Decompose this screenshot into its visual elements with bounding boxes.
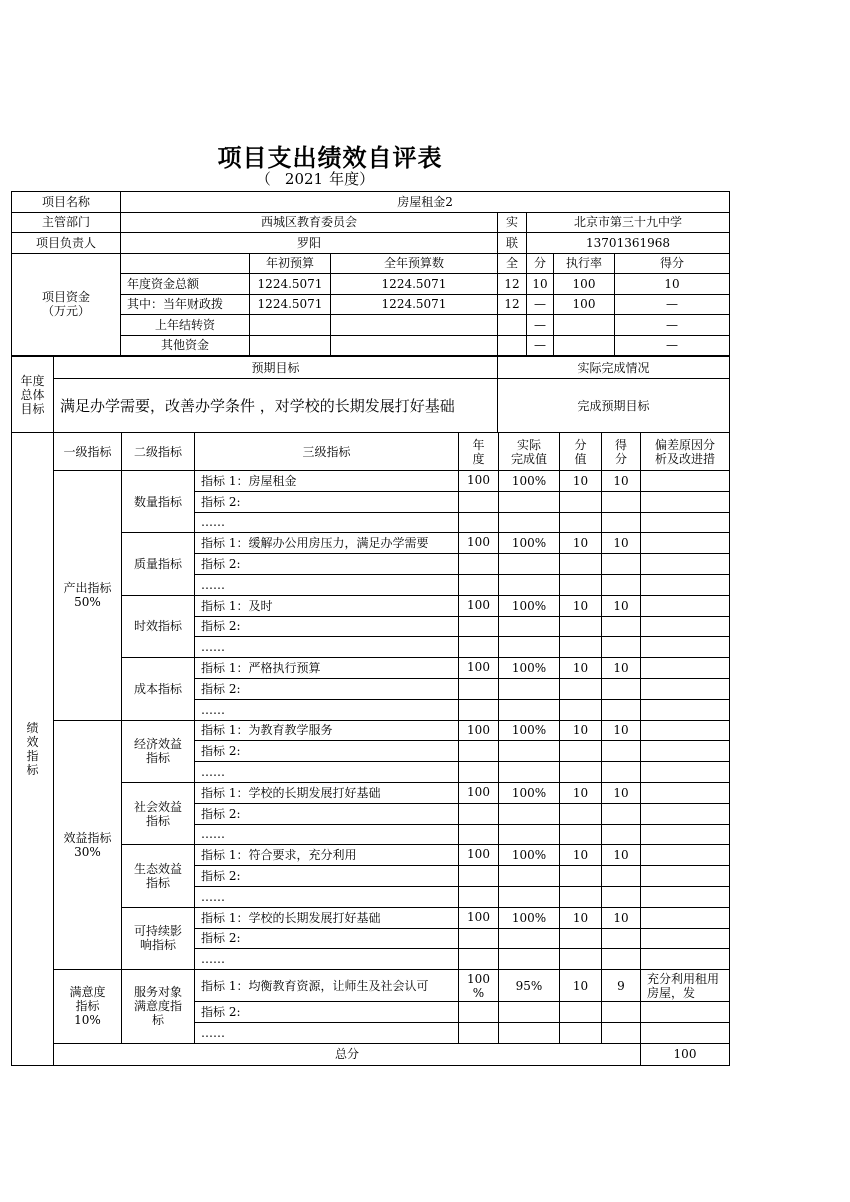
indicator-2-text: 指标 2: bbox=[195, 1002, 459, 1023]
reason-value: 充分利用租用房屋，发 bbox=[641, 970, 730, 1002]
indicator-2-text: 指标 2: bbox=[195, 678, 459, 699]
col-all: 全 bbox=[498, 253, 527, 274]
funds-label: 项目资金 （万元） bbox=[12, 253, 121, 356]
annual-value: 100 % bbox=[459, 970, 499, 1002]
score-value: 10 bbox=[602, 907, 641, 928]
indicator-2-text: 指标 2: bbox=[195, 616, 459, 637]
score-value: 10 bbox=[602, 471, 641, 492]
annual-value: 100 bbox=[459, 533, 499, 554]
weight-value: 10 bbox=[560, 595, 602, 616]
indicators-table bbox=[11, 432, 730, 1066]
reason-value bbox=[641, 595, 730, 616]
indicator-1-text: 指标 1：均衡教育资源，让师生及社会认可 bbox=[195, 970, 459, 1002]
funds-score: — bbox=[615, 335, 730, 356]
actual-value: 100% bbox=[499, 907, 560, 928]
indicator-2-text: 指标 2: bbox=[195, 491, 459, 512]
dept-label: 主管部门 bbox=[12, 212, 121, 233]
actual-result-text: 完成预期目标 bbox=[498, 379, 730, 433]
reason-value bbox=[641, 720, 730, 741]
page-title: 项目支出绩效自评表 bbox=[217, 143, 443, 172]
indicator-ellipsis: …… bbox=[195, 1022, 459, 1043]
funds-header-row bbox=[12, 253, 730, 274]
funds-all bbox=[498, 335, 527, 356]
funds-weight: — bbox=[527, 335, 554, 356]
actual-value: 100% bbox=[499, 782, 560, 803]
actual-result-header: 实际完成情况 bbox=[498, 357, 730, 379]
weight-value: 10 bbox=[560, 782, 602, 803]
lead-label: 项目负责人 bbox=[12, 233, 121, 254]
reason-value bbox=[641, 471, 730, 492]
reason-value bbox=[641, 658, 730, 679]
indicator-2-text: 指标 2: bbox=[195, 803, 459, 824]
score-value: 10 bbox=[602, 658, 641, 679]
indicator-ellipsis: …… bbox=[195, 886, 459, 907]
funds-rate: 100 bbox=[554, 294, 615, 315]
indicator-ellipsis: …… bbox=[195, 699, 459, 720]
level2-social: 社会效益 指标 bbox=[122, 782, 195, 844]
score-value: 10 bbox=[602, 595, 641, 616]
year-value: 2021 bbox=[284, 170, 324, 188]
funds-rate: 100 bbox=[554, 274, 615, 295]
year-subtitle: （ 2021 年度） bbox=[255, 170, 375, 188]
funds-full: 1224.5071 bbox=[331, 294, 498, 315]
indicator-2-text: 指标 2: bbox=[195, 866, 459, 887]
actual-value: 100% bbox=[499, 595, 560, 616]
indicator-row bbox=[12, 970, 730, 1002]
weight-value: 10 bbox=[560, 658, 602, 679]
col-exec-rate: 执行率 bbox=[554, 253, 615, 274]
reason-header: 偏差原因分 析及改进措 bbox=[641, 433, 730, 471]
level2-sustainable: 可持续影 响指标 bbox=[122, 907, 195, 969]
weight-value: 10 bbox=[560, 845, 602, 866]
funds-rate bbox=[554, 335, 615, 356]
dept-row bbox=[12, 212, 730, 233]
actual-header: 实际 完成值 bbox=[499, 433, 560, 471]
score-value: 10 bbox=[602, 720, 641, 741]
dept-value: 西城区教育委员会 bbox=[121, 212, 498, 233]
funds-all: 12 bbox=[498, 274, 527, 295]
reason-value bbox=[641, 782, 730, 803]
funds-initial bbox=[250, 335, 331, 356]
funds-score: — bbox=[615, 294, 730, 315]
score-value: 10 bbox=[602, 533, 641, 554]
funds-full bbox=[331, 315, 498, 336]
level2-quality: 质量指标 bbox=[122, 533, 195, 595]
level2-timeliness: 时效指标 bbox=[122, 595, 195, 657]
project-name-value: 房屋租金2 bbox=[121, 192, 730, 213]
annual-value: 100 bbox=[459, 845, 499, 866]
level2-quantity: 数量指标 bbox=[122, 471, 195, 533]
level1-benefit: 效益指标 30% bbox=[54, 720, 122, 970]
funds-weight: — bbox=[527, 315, 554, 336]
perf-side-label: 绩 效 指 标 bbox=[12, 433, 54, 1066]
total-row bbox=[12, 1043, 730, 1065]
indicator-ellipsis: …… bbox=[195, 824, 459, 845]
level2-ecological: 生态效益 指标 bbox=[122, 845, 195, 907]
project-name-row bbox=[12, 192, 730, 213]
actual-value: 95% bbox=[499, 970, 560, 1002]
indicator-ellipsis: …… bbox=[195, 949, 459, 970]
contact-value: 13701361968 bbox=[527, 233, 730, 254]
level1-output: 产出指标 50% bbox=[54, 471, 122, 721]
weight-value: 10 bbox=[560, 907, 602, 928]
funds-all bbox=[498, 315, 527, 336]
weight-value: 10 bbox=[560, 720, 602, 741]
level2-economic: 经济效益 指标 bbox=[122, 720, 195, 782]
lead-row bbox=[12, 233, 730, 254]
funds-row-label: 上年结转资 bbox=[121, 315, 250, 336]
funds-score: 10 bbox=[615, 274, 730, 295]
funds-header-blank bbox=[121, 253, 250, 274]
indicator-2-text: 指标 2: bbox=[195, 741, 459, 762]
lead-value: 罗阳 bbox=[121, 233, 498, 254]
impl-label: 实 bbox=[498, 212, 527, 233]
level2-service-satisfaction: 服务对象 满意度指 标 bbox=[122, 970, 195, 1044]
funds-weight: — bbox=[527, 294, 554, 315]
actual-value: 100% bbox=[499, 533, 560, 554]
indicator-1-text: 指标 1：符合要求，充分利用 bbox=[195, 845, 459, 866]
funds-row-label: 其他资金 bbox=[121, 335, 250, 356]
actual-value: 100% bbox=[499, 471, 560, 492]
funds-initial: 1224.5071 bbox=[250, 294, 331, 315]
level1-header: 一级指标 bbox=[54, 433, 122, 471]
indicator-1-text: 指标 1：缓解办公用房压力，满足办学需要 bbox=[195, 533, 459, 554]
indicator-1-text: 指标 1：学校的长期发展打好基础 bbox=[195, 782, 459, 803]
expected-goal-text: 满足办学需要，改善办学条件 ，对学校的长期发展打好基础 bbox=[54, 379, 498, 433]
funds-initial: 1224.5071 bbox=[250, 274, 331, 295]
annual-goals-table bbox=[11, 356, 730, 433]
indicator-ellipsis: …… bbox=[195, 574, 459, 595]
annual-value: 100 bbox=[459, 720, 499, 741]
score-header: 得 分 bbox=[602, 433, 641, 471]
funds-all: 12 bbox=[498, 294, 527, 315]
score-value: 9 bbox=[602, 970, 641, 1002]
level2-cost: 成本指标 bbox=[122, 658, 195, 720]
weight-value: 10 bbox=[560, 533, 602, 554]
funds-initial bbox=[250, 315, 331, 336]
project-info-table bbox=[11, 191, 730, 356]
funds-row-label: 其中：当年财政拨 bbox=[121, 294, 250, 315]
reason-value bbox=[641, 533, 730, 554]
indicator-1-text: 指标 1：房屋租金 bbox=[195, 471, 459, 492]
level1-satisfaction: 满意度 指标 10% bbox=[54, 970, 122, 1044]
funds-weight: 10 bbox=[527, 274, 554, 295]
col-initial-budget: 年初预算 bbox=[250, 253, 331, 274]
indicator-1-text: 指标 1：严格执行预算 bbox=[195, 658, 459, 679]
indicator-ellipsis: …… bbox=[195, 637, 459, 658]
score-value: 10 bbox=[602, 782, 641, 803]
reason-value bbox=[641, 845, 730, 866]
indicator-2-text: 指标 2: bbox=[195, 554, 459, 575]
indicator-1-text: 指标 1：学校的长期发展打好基础 bbox=[195, 907, 459, 928]
level2-header: 二级指标 bbox=[122, 433, 195, 471]
total-weight: 100 bbox=[641, 1043, 730, 1065]
indicator-1-text: 指标 1：及时 bbox=[195, 595, 459, 616]
weight-value: 10 bbox=[560, 970, 602, 1002]
annual-value: 100 bbox=[459, 658, 499, 679]
expected-goal-header: 预期目标 bbox=[54, 357, 498, 379]
indicator-ellipsis: …… bbox=[195, 762, 459, 783]
funds-full bbox=[331, 335, 498, 356]
contact-label: 联 bbox=[498, 233, 527, 254]
weight-header: 分 值 bbox=[560, 433, 602, 471]
indicator-1-text: 指标 1：为教育教学服务 bbox=[195, 720, 459, 741]
indicator-ellipsis: …… bbox=[195, 512, 459, 533]
indicators-header-row bbox=[12, 433, 730, 471]
col-weight: 分 bbox=[527, 253, 554, 274]
total-label: 总分 bbox=[54, 1043, 641, 1065]
reason-value bbox=[641, 907, 730, 928]
actual-value: 100% bbox=[499, 720, 560, 741]
goals-label: 年度 总体 目标 bbox=[12, 357, 54, 433]
funds-full: 1224.5071 bbox=[331, 274, 498, 295]
impl-value: 北京市第三十九中学 bbox=[527, 212, 730, 233]
weight-value: 10 bbox=[560, 471, 602, 492]
col-score: 得分 bbox=[615, 253, 730, 274]
score-value: 10 bbox=[602, 845, 641, 866]
actual-value: 100% bbox=[499, 658, 560, 679]
project-name-label: 项目名称 bbox=[12, 192, 121, 213]
funds-rate bbox=[554, 315, 615, 336]
funds-score: — bbox=[615, 315, 730, 336]
indicator-2-text: 指标 2: bbox=[195, 928, 459, 949]
annual-value: 100 bbox=[459, 782, 499, 803]
annual-value: 100 bbox=[459, 471, 499, 492]
col-full-budget: 全年预算数 bbox=[331, 253, 498, 274]
actual-value: 100% bbox=[499, 845, 560, 866]
annual-value: 100 bbox=[459, 907, 499, 928]
level3-header: 三级指标 bbox=[195, 433, 459, 471]
indicator-row bbox=[12, 471, 730, 492]
annual-header: 年 度 bbox=[459, 433, 499, 471]
indicator-row bbox=[12, 720, 730, 741]
annual-value: 100 bbox=[459, 595, 499, 616]
funds-row-label: 年度资金总额 bbox=[121, 274, 250, 295]
